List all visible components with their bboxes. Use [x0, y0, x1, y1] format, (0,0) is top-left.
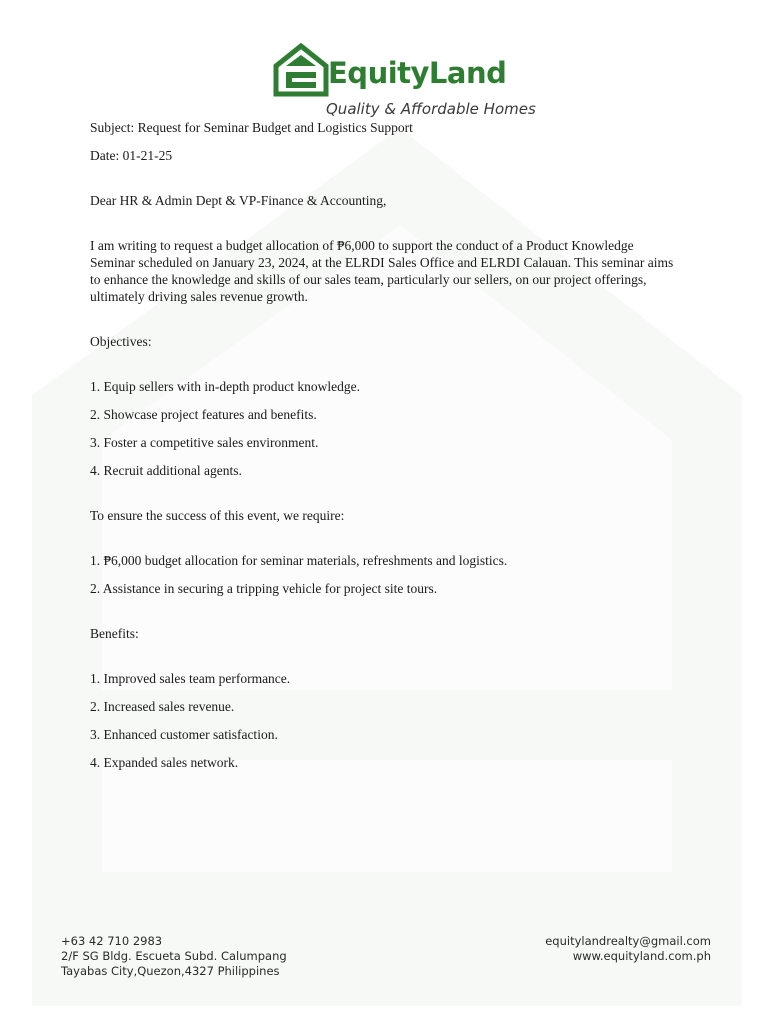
objective-item: 3. Foster a competitive sales environment.	[90, 435, 319, 450]
benefit-item: 2. Increased sales revenue.	[90, 699, 235, 714]
letter-body	[90, 119, 680, 771]
benefit-item: 3. Enhanced customer satisfaction.	[90, 727, 278, 742]
logo-wordmark: EquityLand	[328, 56, 507, 90]
logo-tagline: Quality & Affordable Homes	[326, 100, 536, 118]
requirements-heading: To ensure the success of this event, we require:	[90, 508, 345, 523]
house-logo-icon	[272, 42, 330, 98]
phone-number: +63 42 710 2983	[61, 934, 163, 948]
benefit-item: 4. Expanded sales network.	[90, 755, 239, 770]
company-logo	[272, 42, 536, 122]
address-line: Tayabas City,Quezon,4327 Philippines	[61, 964, 280, 978]
benefit-item: 1. Improved sales team performance.	[90, 671, 291, 686]
intro-paragraph: I am writing to request a budget allocation of ₱6,000 to support the conduct of a Product Knowledge Seminar scheduled on January 23, 2024, at the ELRDI Sales Office and ELRDI Calauan. This seminar aims to enhance the knowledge and skills of our sales team, particularly our sellers, on our project offerings, ultimately driving sales revenue growth.	[90, 238, 674, 304]
date-line: Date: 01-21-25	[90, 148, 173, 163]
salutation: Dear HR & Admin Dept & VP-Finance & Accounting,	[90, 193, 387, 208]
requirement-item: 1. ₱6,000 budget allocation for seminar materials, refreshments and logistics.	[90, 553, 508, 568]
email-address: equitylandrealty@gmail.com	[545, 934, 711, 948]
address-line: 2/F SG Bldg. Escueta Subd. Calumpang	[61, 949, 287, 963]
objective-item: 1. Equip sellers with in-depth product knowledge.	[90, 379, 360, 394]
objective-item: 2. Showcase project features and benefits.	[90, 407, 317, 422]
requirement-item: 2. Assistance in securing a tripping vehicle for project site tours.	[90, 581, 438, 596]
website-url: www.equityland.com.ph	[572, 949, 711, 963]
contact-address	[61, 934, 287, 979]
objective-item: 4. Recruit additional agents.	[90, 463, 242, 478]
objectives-heading: Objectives:	[90, 334, 152, 349]
contact-online	[545, 934, 711, 964]
benefits-heading: Benefits:	[90, 626, 139, 641]
subject-line: Subject: Request for Seminar Budget and Logistics Support	[90, 120, 413, 135]
